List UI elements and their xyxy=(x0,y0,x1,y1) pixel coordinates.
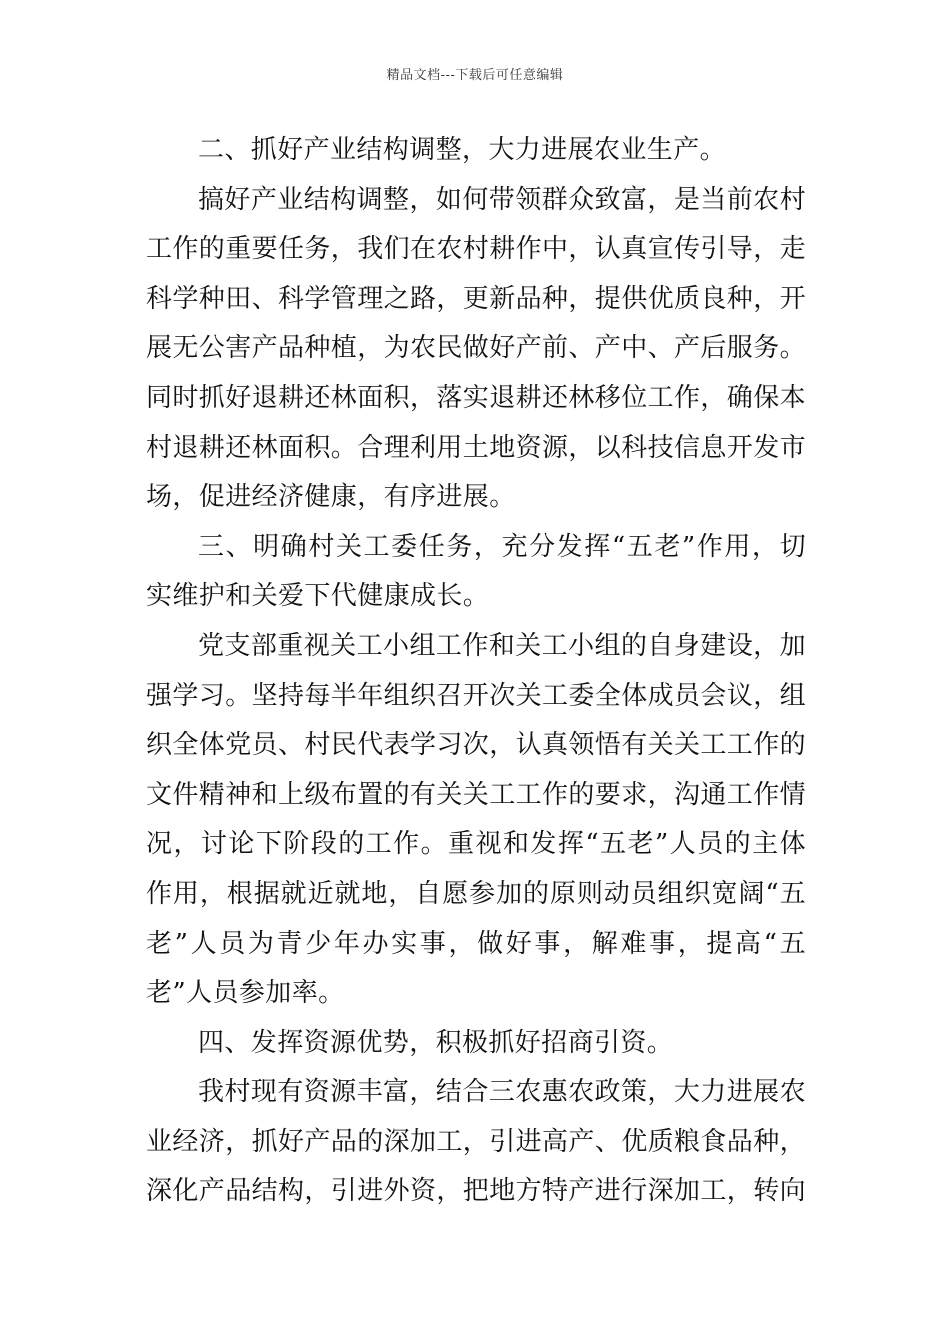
body-paragraph: 我村现有资源丰富，结合三农惠农政策，大力进展农业经济，抓好产品的深加工，引进高产、优质粮食品种，深化产品结构，引进外资，把地方特产进行深加工，转向 xyxy=(146,1077,807,1207)
document-body xyxy=(146,126,806,1217)
section-heading-3: 三、明确村关工委任务，充分发挥“五老”作用，切实维护和关爱下代健康成长。 xyxy=(146,531,806,612)
section-heading-2: 二、抓好产业结构调整，大力进展农业生产。 xyxy=(198,135,727,165)
page-header: 精品文档---下载后可任意编辑 xyxy=(386,68,564,83)
body-paragraph: 搞好产业结构调整，如何带领群众致富，是当前农村工作的重要任务，我们在农村耕作中，认真宣传引导，走科学种田、科学管理之路，更新品种，提供优质良种，开展无公害产品种植，为农民做好产前、产中、产后服务。同时抓好退耕还林面积，落实退耕还林移位工作，确保本村退耕还林面积。合理利用土地资源，以科技信息开发市场，促进经济健康，有序进展。 xyxy=(146,184,807,513)
section-heading-4: 四、发挥资源优势，积极抓好招商引资。 xyxy=(198,1027,674,1058)
body-paragraph: 党支部重视关工小组工作和关工小组的自身建设，加强学习。坚持每半年组织召开次关工委全体成员会议，组织全体党员、村民代表学习次，认真领悟有关关工工作的文件精神和上级布置的有关关工工作的要求，沟通工作情况，讨论下阶段的工作。重视和发挥“五老”人员的主体作用，根据就近就地，自愿参加的原则动员组织宽阔“五老”人员为青少年办实事，做好事，解难事，提高“五老”人员参加率。 xyxy=(146,630,807,1009)
